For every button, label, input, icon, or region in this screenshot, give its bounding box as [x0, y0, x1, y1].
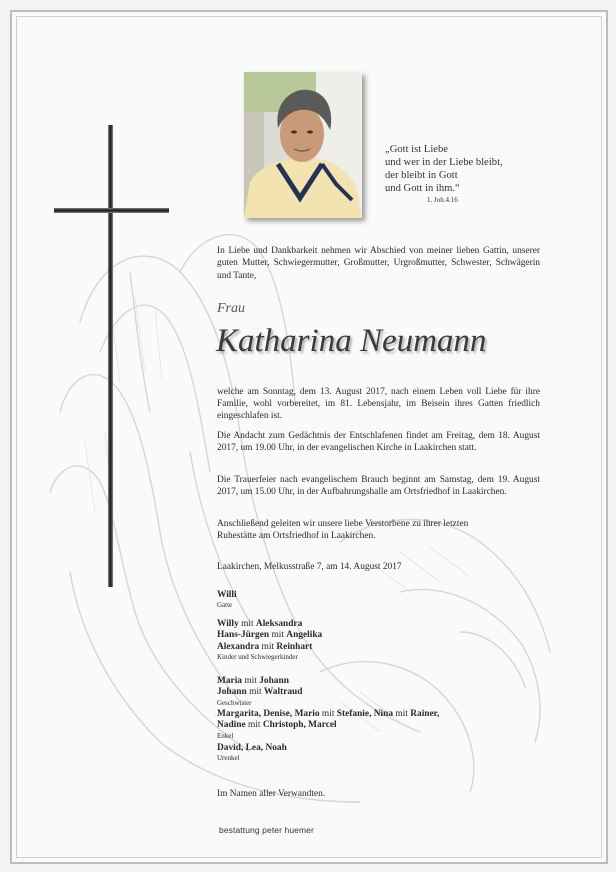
portrait-photo: [244, 72, 362, 218]
family-name: David, Lea, Noah: [217, 743, 287, 753]
family-relation: Gatte: [217, 601, 233, 610]
deceased-name: Katharina Neumann: [216, 323, 487, 359]
bible-quote: [385, 143, 545, 205]
obituary-page: [10, 10, 608, 864]
family-connector: mit: [248, 720, 261, 731]
family-name: Stefanie, Nina: [336, 709, 394, 719]
quote-line: der bleibt in Gott: [385, 170, 458, 181]
family-name: Johann: [217, 687, 247, 698]
funeral-info: Die Trauerfeier nach evangelischem Brauch beginnt am Samstag, dem 19. August 2017, um 15.00 Uhr, in der Aufbahrungshalle am Ortsfriedhof in Laakirchen.: [217, 475, 540, 497]
family-siblings: [217, 676, 517, 708]
title-prefix: Frau: [217, 301, 245, 316]
place-date: Laakirchen, Melkusstraße 7, am 14. August 2017: [217, 562, 402, 572]
family-relation: Kinder und Schwiegerkinder: [217, 653, 298, 662]
death-announcement: welche am Sonntag, dem 13. August 2017, nach einem Leben voll Liebe für ihre Familie, wohl vorbereitet, im 81. Lebensjahr, im Beisein ihres Gatten friedlich eingeschlafen ist.: [217, 387, 540, 421]
family-connector: mit: [244, 676, 257, 686]
family-relation: Geschwister: [217, 698, 252, 707]
family-grandchildren: [217, 709, 517, 741]
family-name: Hans-Jürgen: [217, 630, 270, 641]
family-name: Willy: [217, 619, 239, 629]
cross-vertical-beam: [108, 125, 113, 587]
memorial-service-info: Die Andacht zum Gedächtnis der Entschlafenen findet am Freitag, dem 18. August 2017, um 19.00 Uhr, in der evangelischen Kirche in Laakirchen statt.: [217, 431, 540, 453]
family-great-grandchildren: [217, 743, 517, 764]
family-name: Aleksandra: [255, 619, 303, 629]
family-name: Reinhart: [276, 641, 313, 652]
quote-line: und wer in der Liebe bleibt,: [385, 157, 503, 168]
family-name: Maria: [217, 676, 242, 686]
family-name: Christoph, Marcel: [262, 720, 337, 731]
family-name: Waltraud: [263, 687, 303, 698]
family-relation: Enkel: [217, 731, 234, 740]
family-connector: mit: [395, 709, 408, 719]
family-relation: Urenkel: [217, 754, 240, 763]
quote-reference: 1. Joh.4.16: [427, 196, 458, 204]
closing-line: Im Namen aller Verwandten.: [217, 789, 326, 799]
family-name: Johann: [259, 676, 289, 686]
family-name: Willi: [217, 590, 237, 600]
family-name: Rainer,: [410, 709, 440, 719]
family-connector: mit: [271, 630, 284, 641]
cross-horizontal-beam: [54, 208, 169, 213]
burial-info: Anschließend geleiten wir unsere liebe Verstorbene zu ihrer letzten Ruhestätte am Ortsfriedhof in Laakirchen.: [217, 519, 469, 541]
family-children: [217, 619, 517, 663]
intro-text: In Liebe und Dankbarkeit nehmen wir Abschied von meiner lieben Gattin, unserer guten Mutter, Schwiegermutter, Großmutter, Urgroßmutter, Schwester, Schwägerin und Tante,: [217, 246, 540, 281]
undertaker-name: bestattung peter huemer: [219, 825, 314, 835]
quote-line: und Gott in ihm.“: [385, 183, 460, 194]
family-connector: mit: [241, 619, 254, 629]
family-name: Nadine: [217, 720, 246, 731]
family-connector: mit: [321, 709, 335, 719]
family-name: Alexandra: [217, 641, 260, 652]
family-name: Margarita, Denise, Mario: [217, 709, 320, 719]
family-name: Angelika: [286, 630, 323, 641]
family-connector: mit: [261, 641, 275, 652]
family-spouse: [217, 590, 517, 611]
quote-line: „Gott ist Liebe: [385, 144, 448, 155]
family-connector: mit: [249, 687, 262, 698]
